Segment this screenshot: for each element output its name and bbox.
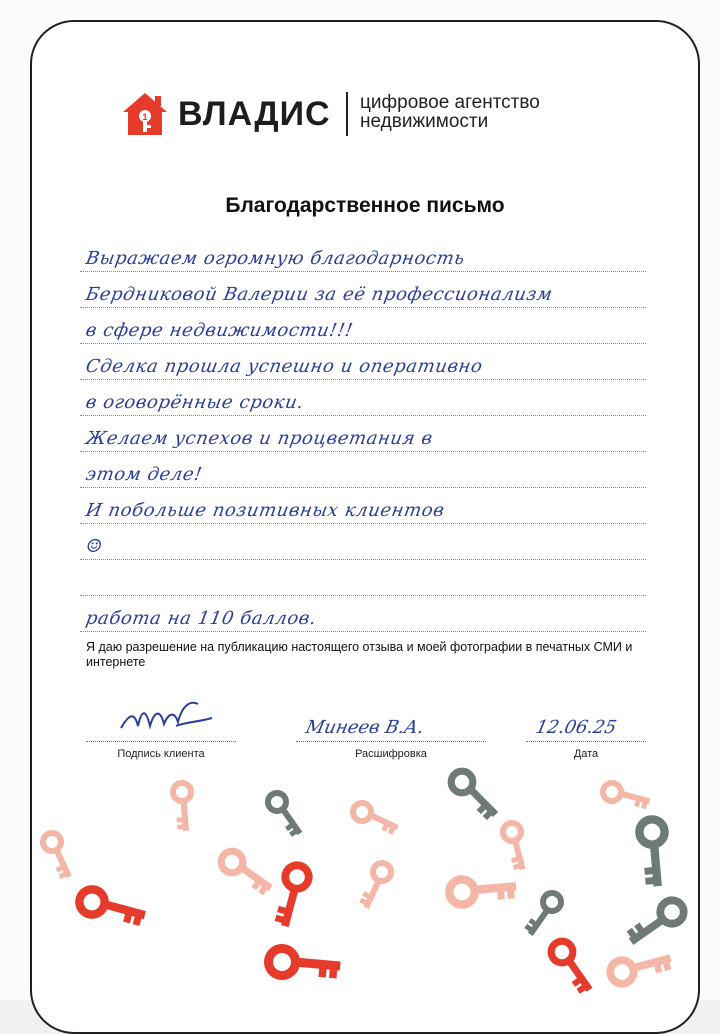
decoding-block [296,690,486,760]
logo-divider [346,92,348,136]
hw-text: Бердниковой Валерии за её профессионализм [84,284,555,305]
hw-line [80,380,646,416]
hw-line [80,596,646,632]
key-icon [33,830,81,879]
key-icon [257,861,325,928]
brand-tagline [360,93,540,131]
key-icon [615,814,690,889]
signature-row [86,690,646,760]
key-icon [606,935,674,1002]
hw-text: работа на 110 баллов. [84,608,319,629]
key-icon [600,770,652,822]
key-icon [219,846,271,900]
hw-line [80,524,646,560]
key-icon [545,939,597,993]
hw-line [80,308,646,344]
decoding-value: Минеев В.А. [303,717,426,738]
key-icon [489,820,541,872]
key-icon [451,771,495,818]
date-line [526,741,646,742]
key-icon [263,925,343,1005]
smiley-icon: ☺ [84,536,105,557]
svg-text:1: 1 [142,112,148,122]
house-key-icon [122,92,168,136]
permission-text: Я даю разрешение на публикацию настоящего отзыва и моей фотографии в печатных СМИ и интернете [86,640,633,669]
brand-name: ВЛАДИС [178,95,331,133]
decoding-label: Расшифровка [355,748,427,760]
tagline-line-1: цифровое агентство [360,92,540,113]
hw-line [80,344,646,380]
date-block [526,690,646,760]
letter-title: Благодарственное письмо [225,194,505,217]
tagline-line-2: недвижимости [360,111,489,132]
hw-text: этом деле! [84,464,204,485]
hw-text: в сфере недвижимости!!! [84,320,355,341]
key-icon [627,894,685,950]
decoding-line [296,741,486,742]
key-icon [263,792,306,837]
hw-text: И побольше позитивных клиентов [84,500,447,521]
hw-line [80,236,646,272]
key-icon [350,794,398,843]
hw-text: Выражаем огромную благодарность [84,248,467,269]
hw-line [80,488,646,524]
keys-pattern [32,752,698,1032]
letter-card [30,20,700,1034]
key-icon [351,860,400,908]
hw-line [80,416,646,452]
logo [122,92,602,142]
hw-text: Желаем успехов и процветания в [84,428,435,449]
client-signature-block [86,690,236,760]
key-icon [521,892,566,935]
client-signature-mark [116,696,226,736]
key-icon [444,854,519,929]
client-signature-line [86,741,236,742]
hw-text: в оговорённые сроки. [84,392,306,413]
hw-line [80,560,646,596]
key-icon [156,779,209,833]
client-signature-label: Подпись клиента [117,748,205,760]
handwritten-lines [80,236,646,632]
date-label: Дата [573,748,599,760]
hw-line [80,272,646,308]
hw-line [80,452,646,488]
date-value: 12.06.25 [533,717,619,738]
hw-text: Сделка прошла успешно и оперативно [84,356,485,377]
key-icon [75,871,147,944]
